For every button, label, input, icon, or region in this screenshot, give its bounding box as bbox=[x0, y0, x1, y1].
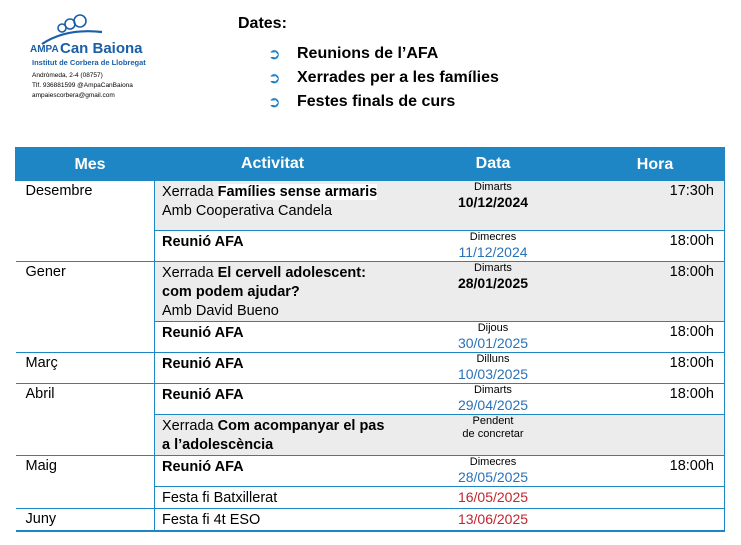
cell-mes bbox=[16, 322, 155, 353]
cell-hora: 17:30h bbox=[596, 181, 725, 231]
table-row bbox=[16, 384, 725, 415]
day-label: Dimecres bbox=[469, 231, 517, 243]
cell-data bbox=[391, 456, 596, 487]
logo-subtitle: Institut de Corbera de Llobregat bbox=[32, 58, 146, 67]
cell-activitat bbox=[155, 181, 391, 231]
logo-ampa-text: AMPA bbox=[30, 44, 59, 55]
header-mes: Mes bbox=[16, 148, 155, 181]
dates-list-item bbox=[268, 66, 499, 90]
cell-mes bbox=[16, 415, 155, 456]
email-text: ampaiescorbera@gmail.com bbox=[32, 92, 115, 99]
dates-item-label: Reunions de l’AFA bbox=[297, 45, 439, 62]
date-value: 28/05/2025 bbox=[457, 469, 529, 485]
cell-hora: 18:00h bbox=[596, 231, 725, 262]
cell-hora: 18:00h bbox=[596, 322, 725, 353]
date-value: 10/12/2024 bbox=[457, 194, 529, 210]
cell-activitat: Festa fi 4t ESO bbox=[155, 509, 391, 532]
cell-activitat: Festa fi Batxillerat bbox=[155, 487, 391, 509]
table-row bbox=[16, 415, 725, 456]
cell-activitat bbox=[155, 322, 391, 353]
activity-prefix: Xerrada bbox=[162, 265, 218, 281]
activity-title: Reunió AFA bbox=[162, 387, 244, 403]
arrow-right-icon: ➲ bbox=[268, 70, 281, 87]
cell-data bbox=[391, 262, 596, 322]
cell-hora bbox=[596, 509, 725, 532]
arrow-right-icon: ➲ bbox=[268, 46, 281, 63]
logo-name-text: Can Baiona bbox=[60, 40, 143, 57]
dates-list-item bbox=[268, 42, 499, 66]
activity-title: Reunió AFA bbox=[162, 234, 244, 250]
table-row bbox=[16, 181, 725, 231]
cell-activitat bbox=[155, 456, 391, 487]
table-header-row bbox=[16, 148, 725, 181]
arrow-right-icon: ➲ bbox=[268, 94, 281, 111]
cell-data bbox=[391, 487, 596, 509]
table-row bbox=[16, 456, 725, 487]
cell-mes: Març bbox=[16, 353, 155, 384]
cell-hora: 18:00h bbox=[596, 456, 725, 487]
header-hora: Hora bbox=[596, 148, 725, 181]
schedule-table bbox=[15, 147, 725, 532]
cell-activitat bbox=[155, 415, 391, 456]
activity-prefix: Xerrada bbox=[162, 184, 218, 200]
table-row bbox=[16, 322, 725, 353]
activity-title: Famílies sense armaris bbox=[217, 184, 378, 200]
dates-title: Dates: bbox=[238, 15, 287, 32]
day-label: Dimarts bbox=[474, 262, 512, 274]
activity-title: El cervell adolescent: com podem ajudar? bbox=[162, 265, 366, 300]
phone-text: Tlf. 936881599 @AmpaCanBaiona bbox=[32, 82, 133, 89]
header-activitat: Activitat bbox=[155, 148, 391, 181]
activity-prefix: Xerrada bbox=[162, 418, 218, 434]
cell-data bbox=[391, 509, 596, 532]
address-text: Andròmeda, 2-4 (08757) bbox=[32, 72, 103, 79]
cell-hora: 18:00h bbox=[596, 384, 725, 415]
cell-mes: Abril bbox=[25, 386, 55, 402]
date-value: 10/03/2025 bbox=[457, 366, 529, 382]
activity-extra: Amb David Bueno bbox=[162, 303, 279, 319]
cell-mes: Juny bbox=[16, 509, 155, 532]
pending-label: Pendent bbox=[472, 415, 514, 427]
ampa-logo bbox=[30, 14, 230, 124]
day-label: Dimecres bbox=[469, 456, 517, 468]
header-data: Data bbox=[391, 148, 596, 181]
date-value: 11/12/2024 bbox=[458, 244, 528, 260]
cell-activitat bbox=[155, 384, 391, 415]
cell-data bbox=[391, 353, 596, 384]
cell-activitat bbox=[155, 353, 391, 384]
activity-title: Com acompanyar el pas a l’adolescència bbox=[162, 418, 385, 453]
pending-label: de concretar bbox=[462, 428, 524, 440]
cell-data bbox=[391, 181, 596, 231]
activity-title: Reunió AFA bbox=[162, 356, 244, 372]
cell-hora: 18:00h bbox=[596, 262, 725, 322]
table-row bbox=[16, 262, 725, 322]
table-row bbox=[16, 231, 725, 262]
day-label: Dilluns bbox=[476, 353, 510, 365]
dates-item-label: Festes finals de curs bbox=[297, 93, 456, 110]
date-value: 16/05/2025 bbox=[457, 489, 529, 505]
cell-mes: Gener bbox=[25, 264, 66, 280]
activity-title: Reunió AFA bbox=[162, 459, 244, 475]
cell-mes bbox=[16, 487, 155, 509]
day-label: Dijous bbox=[477, 322, 509, 334]
cell-mes: Desembre bbox=[25, 183, 93, 199]
cell-mes bbox=[16, 231, 155, 262]
cell-mes: Maig bbox=[25, 458, 57, 474]
table-row bbox=[16, 487, 725, 509]
dates-list-item bbox=[268, 90, 499, 114]
date-value: 30/01/2025 bbox=[457, 335, 529, 351]
day-label: Dimarts bbox=[474, 384, 512, 396]
table-row bbox=[16, 509, 725, 532]
cell-activitat bbox=[155, 262, 391, 322]
date-value: 29/04/2025 bbox=[457, 397, 529, 413]
cell-data bbox=[391, 415, 596, 456]
day-label: Dimarts bbox=[474, 181, 512, 193]
cell-hora: 18:00h bbox=[596, 353, 725, 384]
dates-list bbox=[268, 42, 499, 114]
table-row bbox=[16, 353, 725, 384]
activity-extra: Amb Cooperativa Candela bbox=[162, 203, 333, 219]
contact-block bbox=[32, 71, 133, 101]
date-value: 28/01/2025 bbox=[457, 275, 529, 291]
date-value: 13/06/2025 bbox=[457, 511, 529, 527]
activity-title: Reunió AFA bbox=[162, 325, 244, 341]
cell-data bbox=[391, 384, 596, 415]
cell-data bbox=[391, 322, 596, 353]
cell-data bbox=[391, 231, 596, 262]
cell-hora bbox=[596, 415, 725, 456]
dates-item-label: Xerrades per a les famílies bbox=[297, 69, 499, 86]
cell-hora bbox=[596, 487, 725, 509]
cell-activitat bbox=[155, 231, 391, 262]
